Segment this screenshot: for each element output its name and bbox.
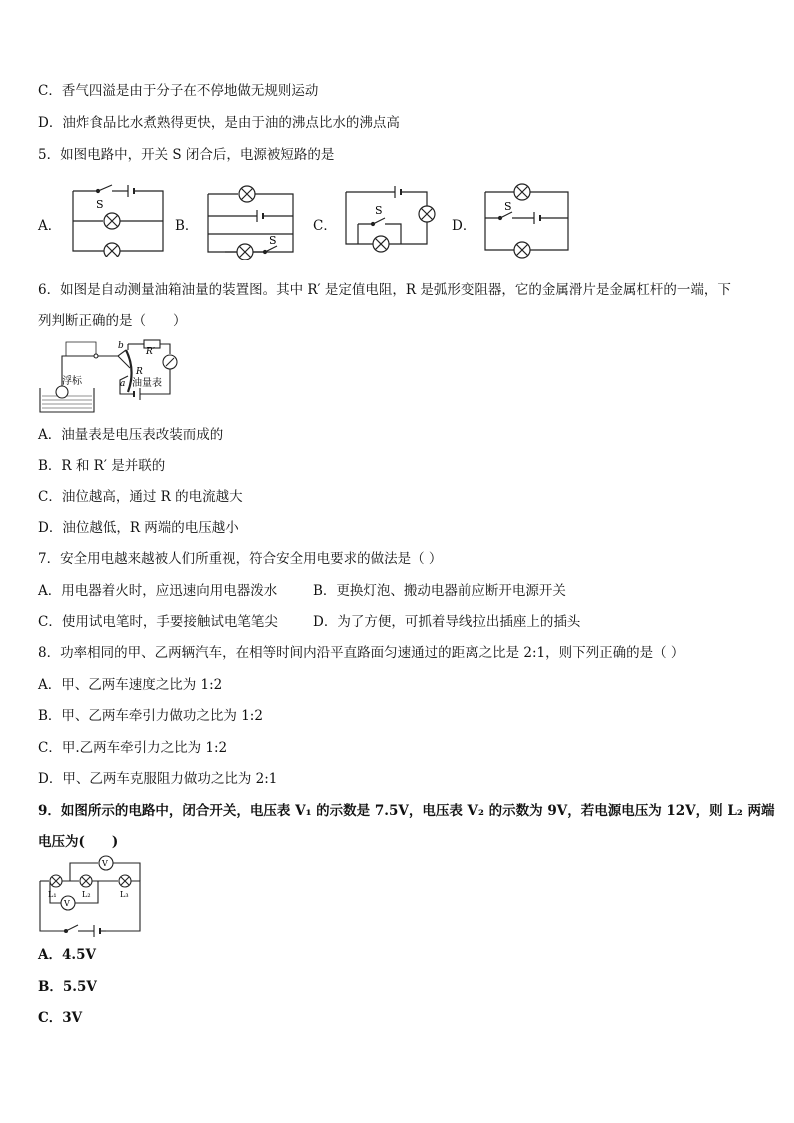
q5-b-switch-label: S: [269, 234, 277, 247]
q4-option-c: C．香气四溢是由于分子在不停地做无规则运动: [38, 83, 319, 99]
q8-option-d: D．甲、乙两车克服阻力做功之比为 2:1: [38, 771, 278, 787]
q9-option-c: C．3V: [38, 1010, 83, 1026]
q6-option-a: A．油量表是电压表改装而成的: [38, 427, 224, 443]
q5-label-d: D．: [452, 218, 477, 234]
q5-label-b: B．: [175, 218, 199, 234]
q7-option-b: B．更换灯泡、搬动电器前应断开电源开关: [313, 583, 566, 599]
q9-option-a: A．4.5V: [38, 947, 96, 963]
q9-v1-label: V: [64, 899, 70, 908]
q6-option-d: D．油位越低，R 两端的电压越小: [38, 520, 239, 536]
q5-stem: 5．如图电路中，开关 S 闭合后，电源被短路的是: [38, 147, 335, 163]
q9-stem-line1: 9．如图所示的电路中，闭合开关，电压表 V₁ 的示数是 7.5V，电压表 V₂ 的示数为 9V，若电源电压为 12V，则 L₂ 两端: [38, 803, 775, 819]
q6-a-label: a: [120, 379, 126, 389]
q6-r-label: R: [136, 367, 143, 377]
q6-stem-line2: 列判断正确的是（ ）: [38, 313, 187, 329]
q5-circuit-c: [343, 182, 443, 262]
q7-option-a: A．用电器着火时，应迅速向用电器泼水: [38, 583, 278, 599]
q9-l3-label: L₃: [120, 890, 129, 899]
q6-rprime-label: R′: [146, 347, 155, 357]
q9-l2-label: L₂: [82, 890, 91, 899]
q8-option-a: A．甲、乙两车速度之比为 1:2: [38, 677, 223, 693]
q4-option-d: D．油炸食品比水煮熟得更快，是由于油的沸点比水的沸点高: [38, 115, 400, 131]
q5-label-c: C．: [313, 218, 337, 234]
q9-circuit-diagram: [36, 855, 146, 941]
q5-circuit-b: [205, 182, 297, 260]
q8-option-b: B．甲、乙两车牵引力做功之比为 1:2: [38, 708, 263, 724]
q9-stem-line2: 电压为( ): [38, 834, 119, 850]
q8-stem: 8．功率相同的甲、乙两辆汽车，在相等时间内沿平直路面匀速通过的距离之比是 2:1，则下列正确的是（ ）: [38, 645, 685, 661]
q6-option-b: B．R 和 R′ 是并联的: [38, 458, 166, 474]
q6-fuel-gauge-diagram: [36, 336, 186, 416]
q6-float-label: 浮标: [62, 376, 82, 387]
q5-label-a: A．: [38, 218, 62, 234]
q8-option-c: C．甲.乙两车牵引力之比为 1:2: [38, 740, 228, 756]
q6-b-label: b: [118, 341, 124, 351]
q6-option-c: C．油位越高，通过 R 的电流越大: [38, 489, 243, 505]
q5-circuit-d: [482, 180, 574, 260]
q6-meter-label: 油量表: [132, 378, 162, 389]
q5-a-switch-label: S: [96, 198, 104, 211]
q7-option-c: C．使用试电笔时，手要接触试电笔笔尖: [38, 614, 278, 630]
q5-c-switch-label: S: [375, 204, 383, 217]
q5-d-switch-label: S: [504, 200, 512, 213]
q9-option-b: B．5.5V: [38, 979, 97, 995]
q6-stem-line1: 6．如图是自动测量油箱油量的装置图。其中 R′ 是定值电阻，R 是弧形变阻器，它的金属滑片是金属杠杆的一端，下: [38, 282, 731, 298]
q7-option-d: D．为了方便，可抓着导线拉出插座上的插头: [313, 614, 581, 630]
q7-stem: 7．安全用电越来越被人们所重视，符合安全用电要求的做法是（ ）: [38, 551, 443, 567]
q5-circuit-a: [68, 183, 168, 257]
q9-l1-label: L₁: [48, 890, 57, 899]
q9-v2-label: V: [102, 859, 108, 868]
